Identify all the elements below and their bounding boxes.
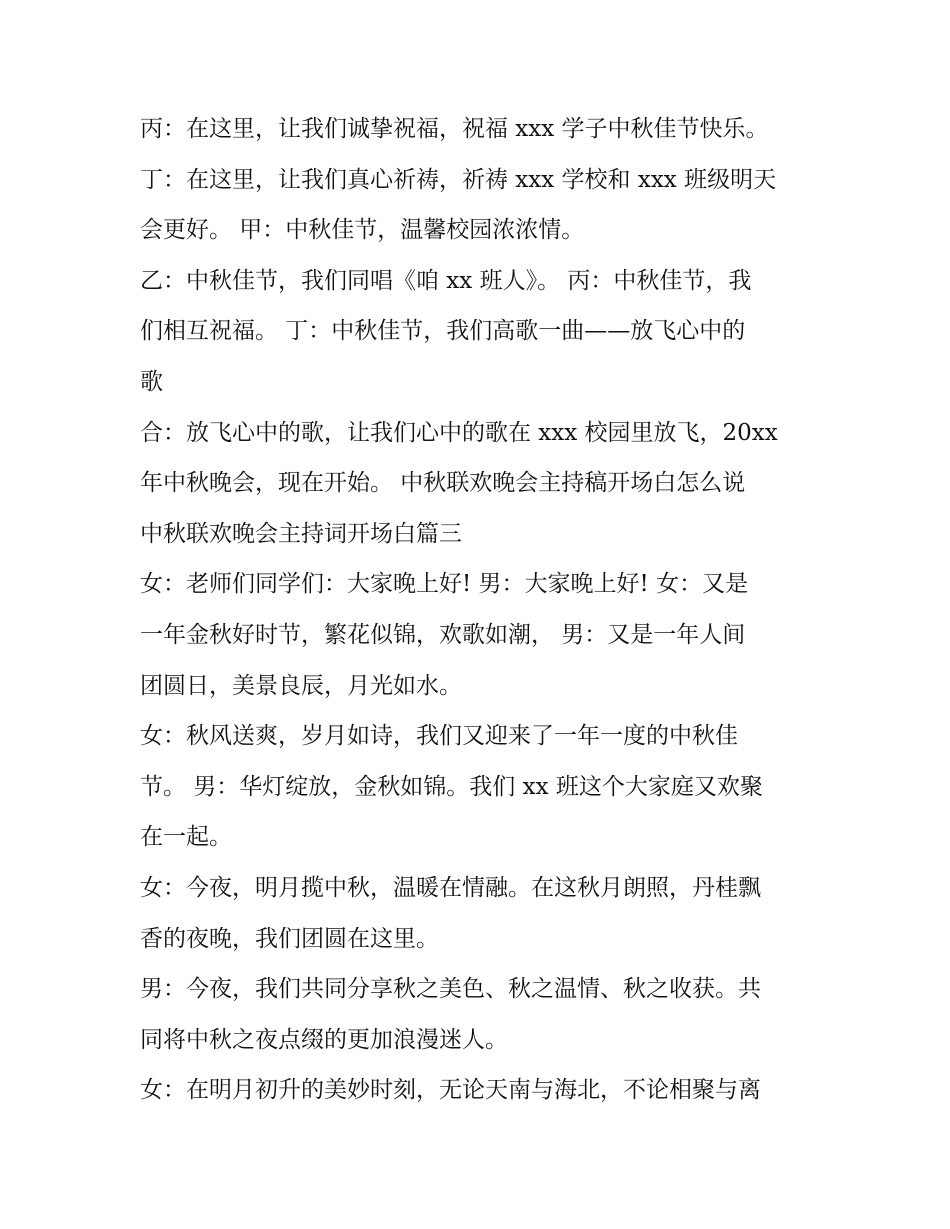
- document-body: [140, 104, 840, 1116]
- text-line: 歌: [140, 368, 163, 395]
- text-line: 年中秋晚会，现在开始。 中秋联欢晚会主持稿开场白怎么说: [140, 470, 746, 497]
- text-line: 团圆日，美景良辰，月光如水。: [140, 672, 462, 699]
- text-line: 同将中秋之夜点缀的更加浪漫迷人。: [140, 1026, 508, 1053]
- text-line: 会更好。 甲：中秋佳节，温馨校园浓浓情。: [140, 217, 585, 244]
- text-line: 乙：中秋佳节，我们同唱《咱 xx 班人》。 丙：中秋佳节，我: [140, 267, 752, 294]
- text-line: 女：秋风送爽，岁月如诗，我们又迎来了一年一度的中秋佳: [140, 723, 738, 750]
- text-line: 香的夜晚，我们团圆在这里。: [140, 925, 439, 952]
- text-line: 们相互祝福。 丁：中秋佳节，我们高歌一曲——放飞心中的: [140, 318, 746, 345]
- text-line: 一年金秋好时节，繁花似锦，欢歌如潮， 男：又是一年人间: [140, 621, 746, 648]
- text-line: 女：今夜，明月揽中秋，温暖在情融。在这秋月朗照，丹桂飘: [140, 874, 761, 901]
- section-heading: 中秋联欢晚会主持词开场白篇三: [140, 520, 462, 547]
- text-line: 丁：在这里，让我们真心祈祷，祈祷 xxx 学校和 xxx 班级明天: [140, 166, 777, 193]
- text-line: 男：今夜，我们共同分享秋之美色、秋之温情、秋之收获。共: [140, 976, 761, 1003]
- text-line: 女：在明月初升的美妙时刻，无论天南与海北，不论相聚与离: [140, 1077, 761, 1104]
- text-line: 在一起。: [140, 824, 232, 851]
- text-line: 女：老师们同学们：大家晚上好! 男：大家晚上好! 女：又是: [140, 571, 749, 598]
- text-line: 丙：在这里，让我们诚挚祝福，祝福 xxx 学子中秋佳节快乐。: [140, 116, 769, 142]
- text-line: 节。 男：华灯绽放，金秋如锦。我们 xx 班这个大家庭又欢聚: [140, 773, 763, 800]
- text-line: 合：放飞心中的歌，让我们心中的歌在 xxx 校园里放飞，20xx: [140, 419, 778, 446]
